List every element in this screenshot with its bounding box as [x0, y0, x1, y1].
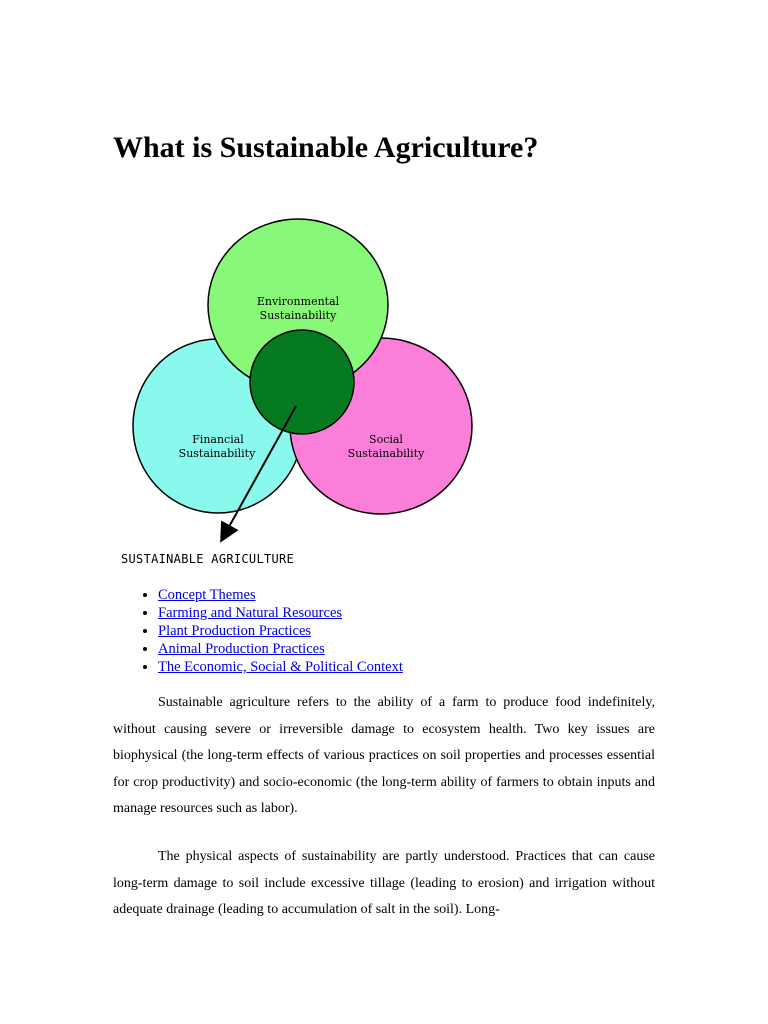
paragraph-text: Sustainable agriculture refers to the ability of a farm to produce food indefinitely, without causing severe or irreversible damage to ecosystem health. Two key issues are biophysical (the long-term effects of various practices on soil properties and processes essential for crop productivity) and socio-economic (the long-term ability of farmers to obtain inputs and manage resources such as labor). — [113, 695, 655, 816]
link-economic-social-political-context[interactable]: The Economic, Social & Political Context — [158, 659, 403, 675]
sustainable-agriculture-center — [250, 330, 354, 434]
link-plant-production-practices[interactable]: Plant Production Practices — [158, 623, 312, 639]
topic-link-list — [113, 586, 403, 676]
list-item — [158, 622, 403, 640]
list-item — [158, 640, 403, 658]
environmental-label-line1: Environmental — [256, 295, 340, 308]
list-item — [158, 604, 403, 622]
list-item — [158, 586, 403, 604]
body-paragraph-1 — [113, 690, 655, 823]
social-label-line1: Social — [369, 433, 403, 446]
page-title: What is Sustainable Agriculture? — [113, 131, 539, 164]
link-farming-natural-resources[interactable]: Farming and Natural Resources — [158, 605, 343, 621]
social-label-line2: Sustainability — [347, 447, 425, 460]
link-animal-production-practices[interactable]: Animal Production Practices — [158, 641, 325, 657]
environmental-label-line2: Sustainability — [259, 309, 337, 322]
diagram-caption: SUSTAINABLE AGRICULTURE — [121, 552, 295, 566]
financial-label-line2: Sustainability — [178, 447, 256, 460]
financial-label-line1: Financial — [192, 433, 244, 446]
list-item — [158, 658, 403, 676]
body-paragraph-2 — [113, 844, 655, 924]
link-concept-themes[interactable]: Concept Themes — [158, 587, 256, 603]
paragraph-text: The physical aspects of sustainability are partly understood. Practices that can cause long-term damage to soil include excessive tillage (leading to erosion) and irrigation without adequate drainage (leading to accumulation of salt in the soil). Long- — [113, 849, 655, 917]
